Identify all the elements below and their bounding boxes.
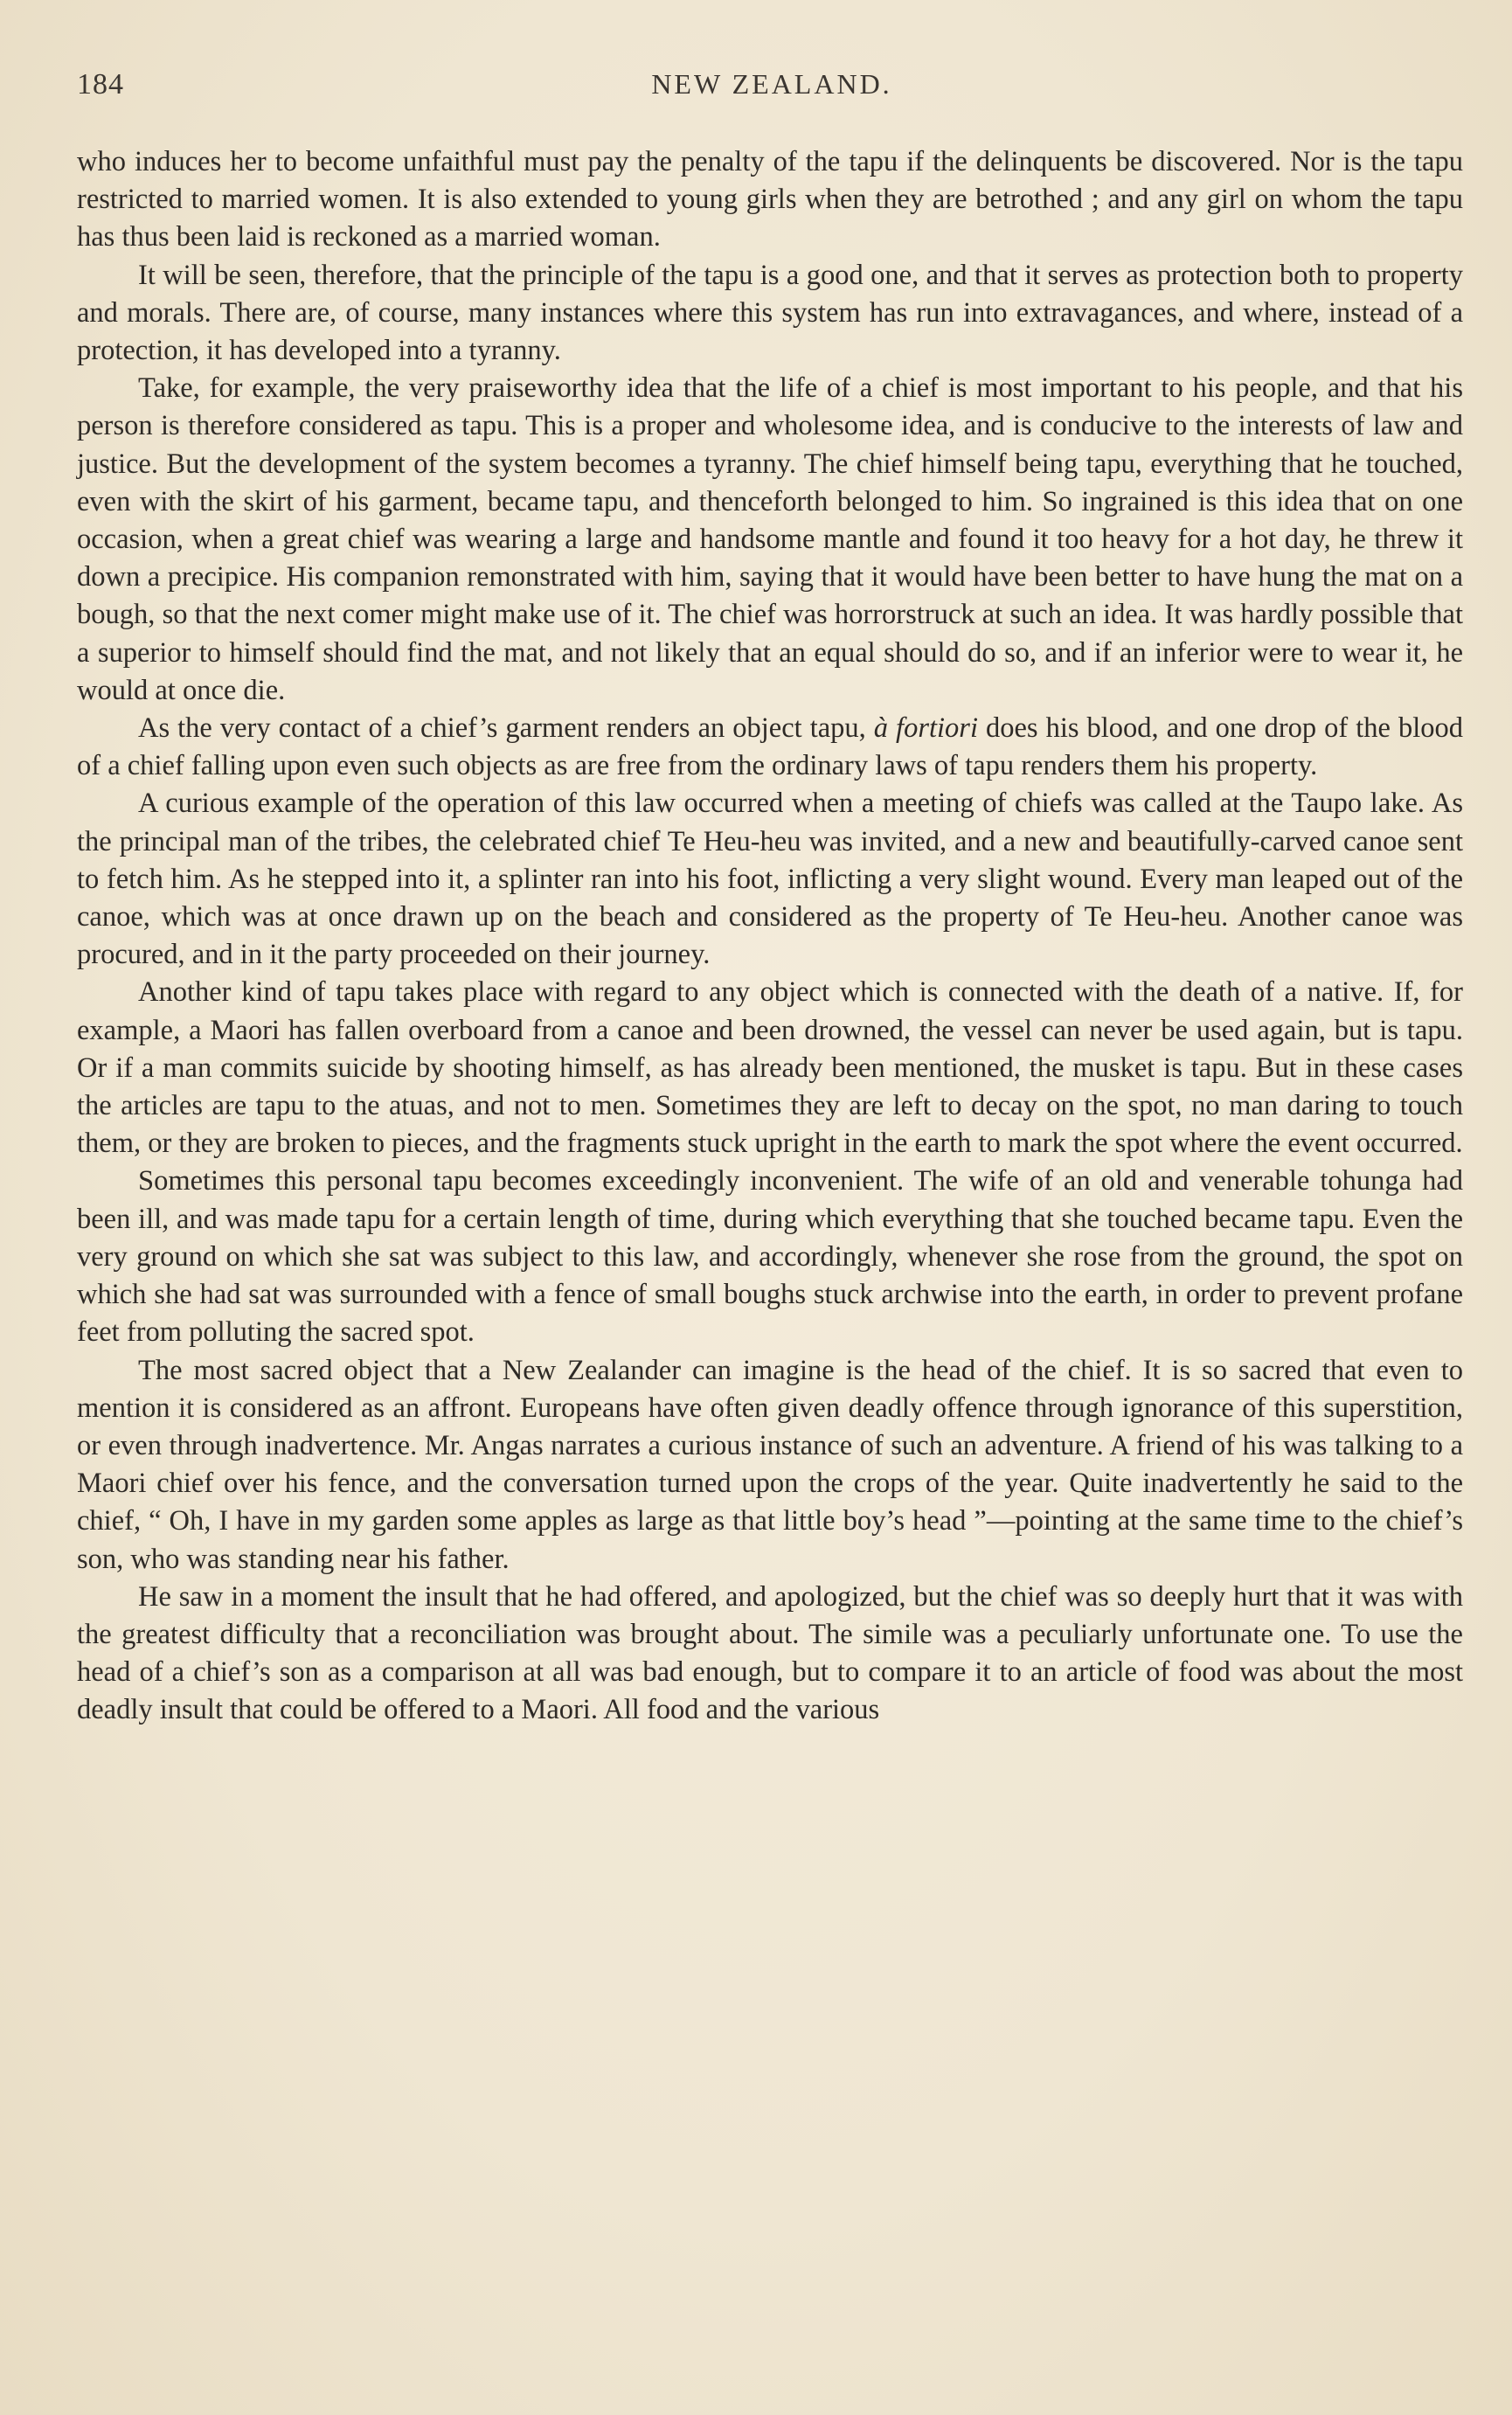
paragraph: who induces her to become unfaithful must pay the penalty of the tapu if the delinquents be discovered. Nor is the tapu restricted to married women. It is also extended to young girls when they are betrothed ; and any girl on whom the tapu has thus been laid is reckoned as a married woman. xyxy=(77,146,1463,253)
paragraph: He saw in a moment the insult that he had offered, and apologized, but the chief was so deeply hurt that it was with the greatest difficulty that a reconciliation was brought about. The simile was a peculiarly unfortunate one. To use the head of a chief’s son as a comparison at all was bad enough, but to compare it to an article of food was about the most deadly insult that could be offered to a Maori. All food and the various xyxy=(77,1580,1463,1726)
page-header xyxy=(77,68,1467,121)
paragraph: It will be seen, therefore, that the principle of the tapu is a good one, and that it serves as protection both to property and morals. There are, of course, many instances where this system has run into extravagances, and where, instead of a protection, it has developed into a tyranny. xyxy=(77,259,1463,367)
running-title: NEW ZEALAND. xyxy=(651,68,892,100)
paragraph xyxy=(77,710,1463,785)
paragraph: Take, for example, the very praiseworthy idea that the life of a chief is most important to his people, and that his person is therefore considered as tapu. This is a proper and wholesome idea, and is conducive to the interests of law and justice. But the development of the system becomes a tyranny. The chief himself being tapu, everything that he touched, even with the skirt of his garment, became tapu, and thenceforth belonged to him. So ingrained is this idea that on one occasion, when a great chief was wearing a large and handsome mantle and found it too heavy for a hot day, he threw it down a precipice. His companion remonstrated with him, saying that it would have been better to have hung the mat on a bough, so that the next comer might make use of it. The chief was horrorstruck at such an idea. It was hardly possible that a superior to himself should find the mat, and not likely that an equal should do so, and if an inferior were to wear it, he would at once die. xyxy=(77,372,1463,706)
body-text xyxy=(77,143,1463,1730)
paragraph: Sometimes this personal tapu becomes exceedingly inconvenient. The wife of an old and venerable tohunga had been ill, and was made tapu for a certain length of time, during which everything that she touched became tapu. Even the very ground on which she sat was subject to this law, and accordingly, whenever she rose from the ground, the spot on which she had sat was surrounded with a fence of small boughs stuck archwise into the earth, in order to prevent profane feet from polluting the sacred spot. xyxy=(77,1165,1463,1349)
page-number: 184 xyxy=(77,68,124,101)
paragraph-text: As the very contact of a chief’s garment renders an object tapu, xyxy=(138,712,874,745)
paragraph: Another kind of tapu takes place with regard to any object which is connected with the death of a native. If, for example, a Maori has fallen overboard from a canoe and been drowned, the vessel can never be used again, but is tapu. Or if a man commits suicide by shooting himself, as has already been mentioned, the musket is tapu. But in these cases the articles are tapu to the atuas, and not to men. Sometimes they are left to decay on the spot, no man daring to touch them, or they are broken to pieces, and the fragments stuck upright in the earth to mark the spot where the event occurred. xyxy=(77,976,1463,1160)
italic-phrase: à fortiori xyxy=(873,712,978,745)
paragraph-text: does his blood, and one drop of the blood of a chief falling upon even such objects as are free from the ordinary laws of tapu renders them his property. xyxy=(77,712,1463,782)
paragraph: The most sacred object that a New Zealander can imagine is the head of the chief. It is so sacred that even to mention it is considered as an affront. Europeans have often given deadly offence through ignorance of this superstition, or even through inadvertence. Mr. Angas narrates a curious instance of such an adventure. A friend of his was talking to a Maori chief over his fence, and the conversation turned upon the crops of the year. Quite inadvertently he said to the chief, “ Oh, I have in my garden some apples as large as that little boy’s head ”—pointing at the same time to the chief’s son, who was standing near his father. xyxy=(77,1354,1463,1575)
paragraph: A curious example of the operation of this law occurred when a meeting of chiefs was called at the Taupo lake. As the principal man of the tribes, the celebrated chief Te Heu-heu was invited, and a new and beautifully-carved canoe sent to fetch him. As he stepped into it, a splinter ran into his foot, inflicting a very slight wound. Every man leaped out of the canoe, which was at once drawn up on the beach and considered as the property of Te Heu-heu. Another canoe was procured, and in it the party proceeded on their journey. xyxy=(77,788,1463,971)
